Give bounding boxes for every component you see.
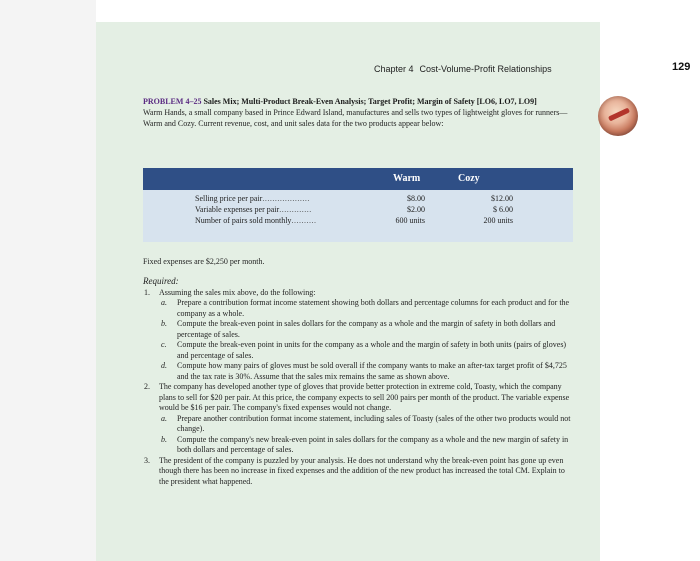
table-row <box>195 194 545 205</box>
item-text: The company has developed another type of gloves that provide better protection in extreme cold, Toasty, which the company plans to sell for $20 per pair. At this price, the company expects to sell 200 pairs per month of the product. The variable expense would be $16 per pair. The company's fixed expenses would not change. <box>159 382 570 412</box>
required-section <box>143 276 573 487</box>
table-body <box>143 190 573 242</box>
requirement-item <box>143 382 573 414</box>
requirement-item <box>143 288 573 299</box>
sub-letter: b. <box>161 434 167 444</box>
table-row <box>195 205 545 216</box>
item-text: The president of the company is puzzled by your analysis. He does not understand why the break-even point has gone up even though there has been no increase in fixed expenses and the addition of the new product has increased the total CM. Explain to the president what happened. <box>159 455 565 486</box>
chapter-title: Cost-Volume-Profit Relationships <box>419 64 552 74</box>
sub-letter: d. <box>161 361 167 370</box>
table-row <box>195 216 545 227</box>
item-number: 1. <box>144 287 150 297</box>
sub-item <box>143 319 573 340</box>
page-number: 129 <box>672 61 691 73</box>
warm-value: $2.00 <box>407 205 425 214</box>
sub-letter: b. <box>161 319 167 328</box>
item-number: 3. <box>144 455 150 465</box>
sub-text: Compute how many pairs of gloves must be sold overall if the company wants to make an after-tax target profit of $4,725 and the tax rate is 30%. Assume that the sales mix remains the same as shown above. <box>177 361 567 381</box>
cozy-value: 200 units <box>483 216 513 225</box>
fixed-expenses-text: Fixed expenses are $2,250 per month. <box>143 257 265 266</box>
sub-letter: c. <box>161 340 167 349</box>
column-header-cozy: Cozy <box>458 173 480 184</box>
table-header <box>143 168 573 190</box>
sub-item <box>143 414 573 435</box>
requirement-item <box>143 456 573 488</box>
gloves-photo-icon <box>598 96 638 136</box>
chapter-label: Chapter 4 <box>374 64 414 74</box>
running-header <box>374 64 552 74</box>
sub-item <box>143 435 573 456</box>
problem-title: Sales Mix; Multi-Product Break-Even Analysis; Target Profit; Margin of Safety [LO6, LO7, LO9] <box>203 97 537 106</box>
warm-value: $8.00 <box>407 194 425 203</box>
row-label: Number of pairs sold monthly <box>195 216 292 225</box>
warm-value: 600 units <box>395 216 425 225</box>
leader-dots: .......... <box>291 216 317 225</box>
required-heading: Required: <box>143 276 179 286</box>
problem-heading <box>143 96 573 107</box>
cozy-value: $12.00 <box>491 194 513 203</box>
column-header-warm: Warm <box>393 173 421 184</box>
product-data-table <box>143 168 573 242</box>
leader-dots: ................... <box>262 194 310 203</box>
sub-item <box>143 361 573 382</box>
sub-letter: a. <box>161 298 167 307</box>
item-text: Assuming the sales mix above, do the following: <box>159 287 316 297</box>
sub-text: Compute the break-even point in units for the company as a whole and the margin of safety in both units (pairs of gloves) and percentage of sales. <box>177 340 567 360</box>
row-label: Selling price per pair <box>195 194 263 203</box>
problem-intro-text: Warm Hands, a small company based in Prince Edward Island, manufactures and sells two types of lightweight gloves for runners—Warm and Cozy. Current revenue, cost, and unit sales data for the two products appear below: <box>143 108 568 128</box>
problem-intro <box>143 96 573 129</box>
sub-text: Prepare a contribution format income statement showing both dollars and percentage columns for each product and for the company as a whole. <box>177 298 570 318</box>
sub-letter: a. <box>161 413 167 423</box>
left-margin <box>0 0 96 561</box>
problem-id: PROBLEM 4–25 <box>143 97 202 106</box>
sub-item <box>143 298 573 319</box>
sub-item <box>143 340 573 361</box>
sub-text: Compute the break-even point in sales dollars for the company as a whole and the margin of safety in both dollars and percentage of sales. <box>177 319 556 339</box>
item-number: 2. <box>144 382 150 391</box>
sub-text: Prepare another contribution format income statement, including sales of Toasty (sales of the other two products would not change). <box>177 413 571 433</box>
row-label: Variable expenses per pair <box>195 205 280 214</box>
leader-dots: ............. <box>279 205 312 214</box>
sub-text: Compute the company's new break-even point in sales dollars for the company as a whole and the new margin of safety in both dollars and percentage of sales. <box>177 434 569 454</box>
cozy-value: $ 6.00 <box>493 205 513 214</box>
